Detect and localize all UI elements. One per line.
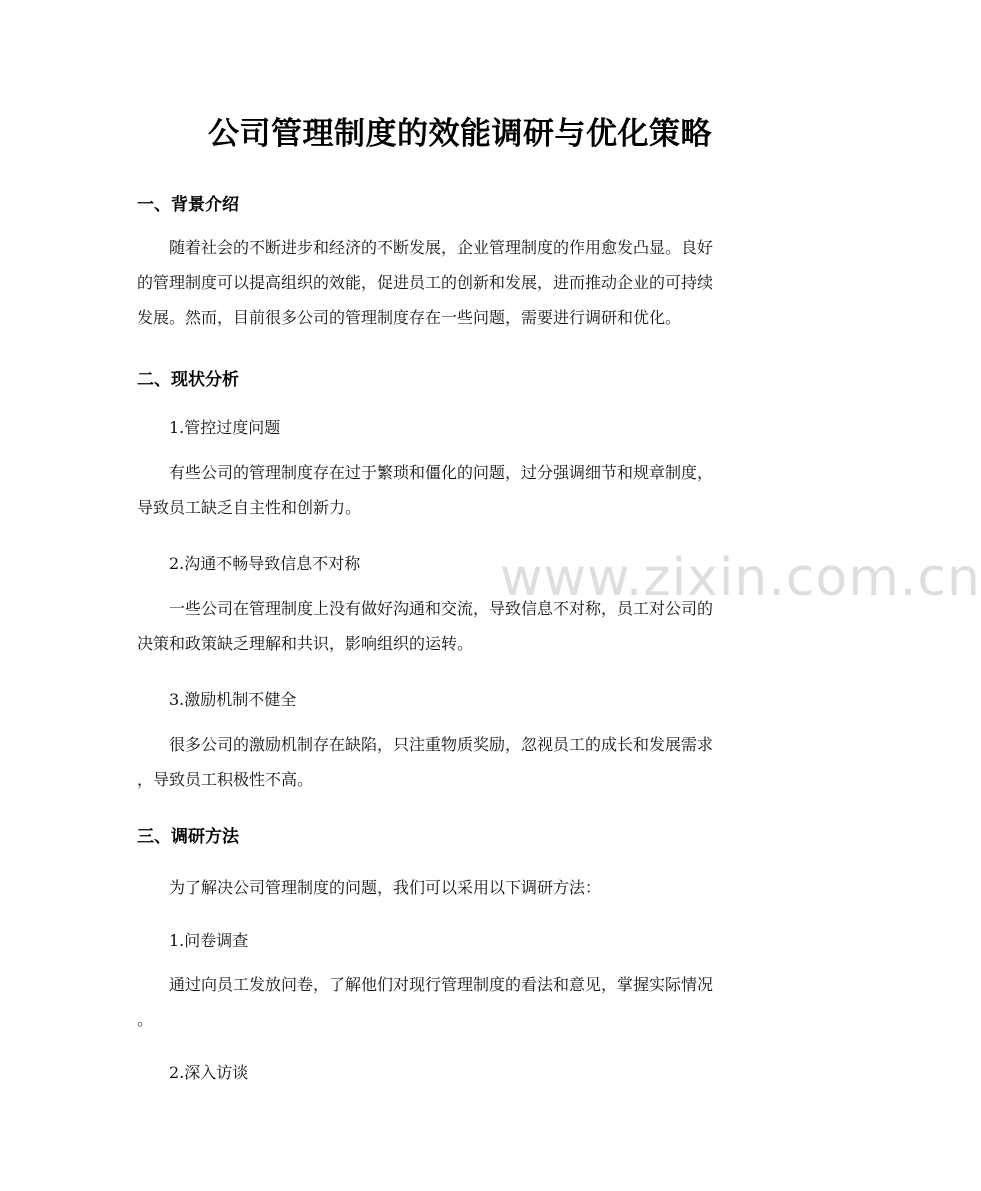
paragraph-line: ，导致员工积极性不高。 <box>137 770 314 789</box>
paragraph-background <box>137 230 787 335</box>
section-heading-status-analysis: 二、现状分析 <box>137 370 239 390</box>
subheading-questionnaire: 1.问卷调查 <box>169 931 249 950</box>
subheading-interview: 2.深入访谈 <box>169 1063 249 1082</box>
paragraph-line: 导致员工缺乏自主性和创新力。 <box>137 498 362 517</box>
paragraph-line: 很多公司的激励机制存在缺陷，只注重物质奖励，忽视员工的成长和发展需求 <box>169 735 714 754</box>
subheading-incentive: 3.激励机制不健全 <box>169 690 297 709</box>
subheading-communication: 2.沟通不畅导致信息不对称 <box>169 554 361 573</box>
paragraph-line: 决策和政策缺乏理解和共识，影响组织的运转。 <box>137 634 474 653</box>
paragraph-incentive <box>137 727 787 797</box>
section-heading-research-methods: 三、调研方法 <box>137 827 239 847</box>
paragraph-line: 的管理制度可以提高组织的效能，促进员工的创新和发展，进而推动企业的可持续 <box>137 273 714 292</box>
paragraph-line: 一些公司在管理制度上没有做好沟通和交流，导致信息不对称，员工对公司的 <box>169 599 714 618</box>
paragraph-line: 有些公司的管理制度存在过于繁琐和僵化的问题，过分强调细节和规章制度， <box>169 463 714 482</box>
subheading-over-control: 1.管控过度问题 <box>169 418 281 437</box>
paragraph-line: 随着社会的不断进步和经济的不断发展，企业管理制度的作用愈发凸显。良好 <box>169 238 714 257</box>
paragraph-line: 通过向员工发放问卷，了解他们对现行管理制度的看法和意见，掌握实际情况 <box>169 975 714 994</box>
watermark: www.zixin.com.cn <box>500 548 981 608</box>
paragraph-line: 。 <box>137 1010 154 1029</box>
paragraph-questionnaire <box>137 967 787 1037</box>
document-title: 公司管理制度的效能调研与优化策略 <box>208 116 712 152</box>
paragraph-communication <box>137 591 787 661</box>
paragraph-line: 发展。然而，目前很多公司的管理制度存在一些问题，需要进行调研和优化。 <box>137 308 682 327</box>
paragraph-over-control <box>137 455 787 525</box>
section-heading-background: 一、背景介绍 <box>137 195 239 215</box>
paragraph-research-intro: 为了解决公司管理制度的问题，我们可以采用以下调研方法： <box>169 878 602 897</box>
